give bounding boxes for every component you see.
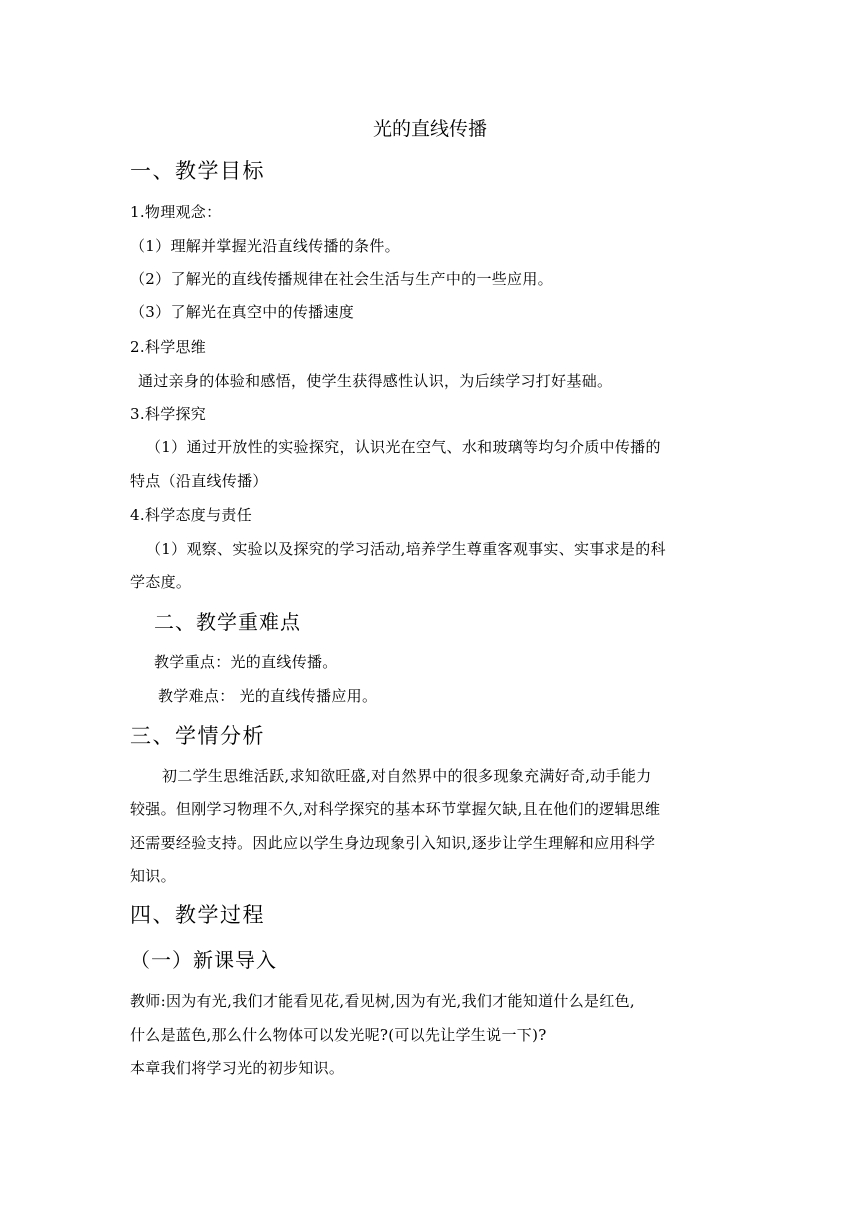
paragraph-line: 教师:因为有光,我们才能看见花,看见树,因为有光,我们才能知道什么是红色,: [130, 992, 635, 1010]
paragraph-line: 本章我们将学习光的初步知识。: [130, 1059, 345, 1077]
difficulty-line: 教学难点： 光的直线传播应用。: [158, 687, 378, 705]
subheading-scientific-attitude: 4.科学态度与责任: [130, 506, 253, 524]
section-heading-learner-analysis: 三、学情分析: [130, 724, 265, 748]
paragraph-line: 什么是蓝色,那么什么物体可以发光呢?(可以先让学生说一下)?: [130, 1026, 547, 1044]
subheading-physics-concept: 1.物理观念：: [130, 203, 222, 221]
document-title: 光的直线传播: [372, 118, 487, 140]
paragraph-line: （1）通过开放性的实验探究，认识光在空气、水和玻璃等均匀介质中传播的: [146, 438, 661, 456]
subheading-scientific-thinking: 2.科学思维: [130, 338, 207, 356]
paragraph-line: 较强。但刚学习物理不久,对科学探究的基本环节掌握欠缺,且在他们的逻辑思维: [130, 800, 661, 818]
section-heading-teaching-goals: 一、教学目标: [130, 159, 265, 183]
section-heading-teaching-process: 四、教学过程: [130, 903, 265, 927]
paragraph-line: 通过亲身的体验和感悟，使学生获得感性认识，为后续学习打好基础。: [138, 372, 613, 390]
paragraph-line: 知识。: [130, 867, 176, 885]
paragraph-line: （1）理解并掌握光沿直线传播的条件。: [130, 237, 400, 255]
paragraph-line: （1）观察、实验以及探究的学习活动,培养学生尊重客观事实、实事求是的科: [146, 540, 666, 558]
paragraph-line: 学态度。: [130, 573, 192, 591]
paragraph-line: 特点（沿直线传播）: [130, 472, 268, 490]
section-heading-key-points: 二、教学重难点: [154, 610, 301, 634]
subsection-heading-new-lesson-intro: （一）新课导入: [130, 948, 277, 972]
key-point-line: 教学重点：光的直线传播。: [154, 653, 338, 671]
paragraph-line: 初二学生思维活跃,求知欲旺盛,对自然界中的很多现象充满好奇,动手能力: [162, 767, 652, 785]
paragraph-line: （3）了解光在真空中的传播速度: [130, 303, 355, 321]
paragraph-line: 还需要经验支持。因此应以学生身边现象引入知识,逐步让学生理解和应用科学: [130, 834, 656, 852]
paragraph-line: （2）了解光的直线传播规律在社会生活与生产中的一些应用。: [130, 270, 553, 288]
subheading-scientific-inquiry: 3.科学探究: [130, 405, 207, 423]
